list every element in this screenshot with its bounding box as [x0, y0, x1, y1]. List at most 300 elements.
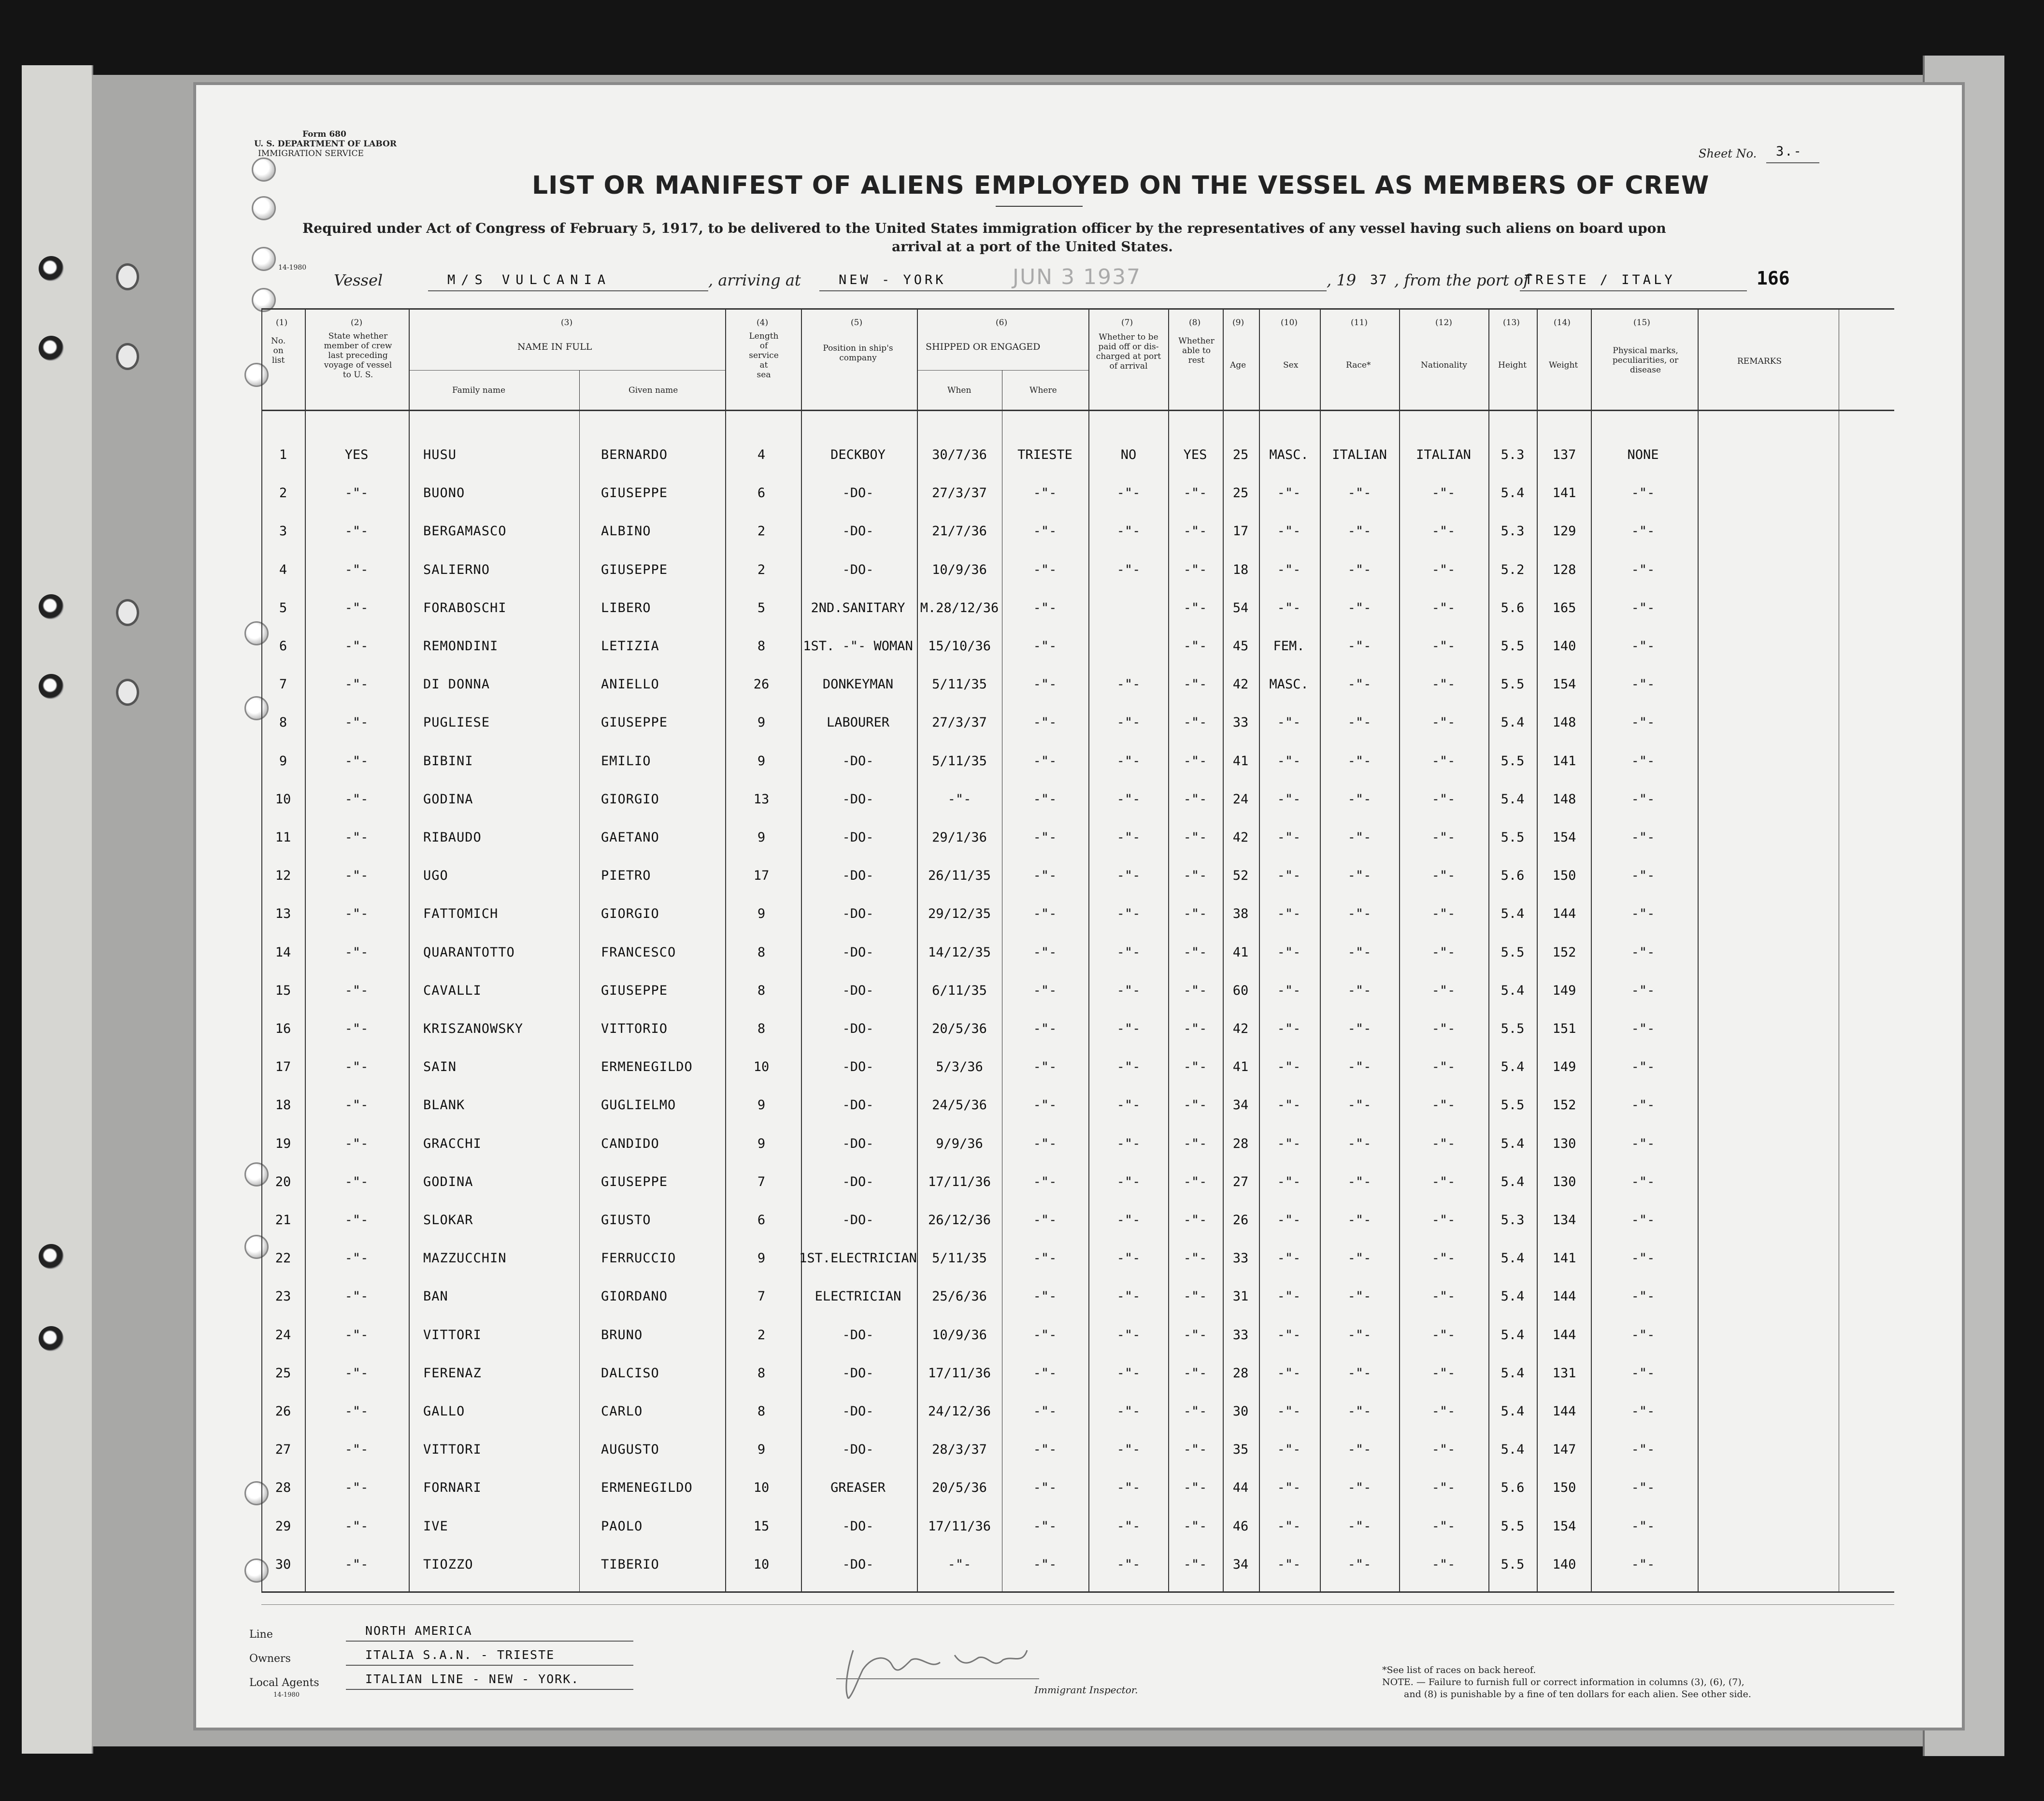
fine-note-1: NOTE. — Failure to furnish full or correct information in columns (3), (6), (7),	[1382, 1677, 1744, 1687]
race-cell: -"-	[1347, 906, 1372, 922]
paid-off-cell: -"-	[1116, 1480, 1141, 1496]
family-name-cell: FORNARI	[423, 1480, 482, 1496]
age-cell: 44	[1232, 1480, 1249, 1496]
arriving-label: , arriving at	[708, 271, 801, 289]
age-cell: 52	[1232, 868, 1249, 884]
column-rule	[1488, 308, 1489, 1592]
shipped-where-cell: -"-	[1033, 1480, 1057, 1496]
given-name-cell: GIUSEPPE	[601, 715, 668, 730]
height-cell: 5.6	[1501, 1480, 1525, 1496]
position-cell: -DO-	[842, 1098, 874, 1113]
able-to-rest-cell: -"-	[1183, 1136, 1207, 1151]
height-cell: 5.5	[1501, 830, 1525, 845]
inspector-underline	[836, 1678, 1039, 1679]
age-cell: 42	[1232, 830, 1249, 845]
sex-cell: -"-	[1277, 1480, 1301, 1496]
column-rule	[801, 308, 802, 1592]
race-cell: ITALIAN	[1332, 447, 1387, 462]
able-to-rest-cell: -"-	[1183, 600, 1207, 615]
shipped-when-cell: 5/11/35	[932, 1251, 987, 1266]
nationality-cell: -"-	[1431, 944, 1456, 960]
race-cell: -"-	[1347, 1327, 1372, 1343]
paid-off-cell: -"-	[1116, 1289, 1141, 1304]
able-to-rest-cell: -"-	[1183, 562, 1207, 577]
weight-cell: 152	[1552, 944, 1576, 960]
weight-cell: 154	[1552, 1518, 1576, 1534]
physical-marks-cell: -"-	[1631, 1251, 1655, 1266]
position-cell: GREASER	[830, 1480, 886, 1496]
weight-cell: 137	[1552, 447, 1576, 462]
able-to-rest-cell: -"-	[1183, 1098, 1207, 1113]
shipped-when-cell: 14/12/35	[928, 944, 991, 960]
shipped-when-cell: 17/11/36	[928, 1174, 991, 1189]
table-header-border	[261, 410, 1894, 411]
given-name-cell: EMILIO	[601, 753, 651, 769]
paid-off-cell: -"-	[1116, 1098, 1141, 1113]
race-cell: -"-	[1347, 1251, 1372, 1266]
length-of-service-cell: 8	[757, 639, 766, 654]
able-to-rest-cell: -"-	[1183, 983, 1207, 998]
department-name: U. S. DEPARTMENT OF LABOR	[254, 139, 397, 149]
shipped-when-cell: 26/12/36	[928, 1213, 991, 1228]
races-note: *See list of races on back hereof.	[1382, 1665, 1536, 1675]
sex-cell: -"-	[1277, 1557, 1301, 1572]
prev-voyage-cell: -"-	[344, 639, 369, 654]
sex-cell: -"-	[1277, 1327, 1301, 1343]
age-cell: 41	[1232, 753, 1249, 769]
col-3-number: (3)	[561, 318, 573, 328]
length-of-service-cell: 10	[753, 1480, 770, 1496]
column-rule	[1168, 308, 1169, 1592]
shipped-where-cell: TRIESTE	[1017, 447, 1072, 462]
shipped-where-cell: -"-	[1033, 486, 1057, 501]
col-6b-header: Where	[1029, 386, 1057, 395]
punch-hole	[244, 1481, 269, 1505]
able-to-rest-cell: -"-	[1183, 753, 1207, 769]
age-cell: 41	[1232, 1059, 1249, 1075]
race-cell: -"-	[1347, 1059, 1372, 1075]
height-cell: 5.5	[1501, 753, 1525, 769]
physical-marks-cell: -"-	[1631, 983, 1655, 998]
shipped-when-cell: 27/3/37	[932, 715, 987, 730]
arrival-port: NEW - YORK	[839, 272, 946, 287]
able-to-rest-cell: -"-	[1183, 1327, 1207, 1343]
given-name-cell: TIBERIO	[601, 1557, 659, 1572]
table-bottom-border	[261, 1591, 1894, 1593]
height-cell: 5.5	[1501, 1098, 1525, 1113]
given-name-cell: BERNARDO	[601, 447, 668, 462]
physical-marks-cell: -"-	[1631, 944, 1655, 960]
col-8-number: (8)	[1189, 318, 1201, 328]
weight-cell: 147	[1552, 1442, 1576, 1458]
weight-cell: 130	[1552, 1136, 1576, 1151]
paid-off-cell: -"-	[1116, 1404, 1141, 1419]
physical-marks-cell: -"-	[1631, 1098, 1655, 1113]
length-of-service-cell: 9	[757, 830, 766, 845]
position-cell: 1ST. -"- WOMAN	[803, 639, 913, 654]
shipped-subheader-rule	[917, 370, 1088, 371]
race-cell: -"-	[1347, 1174, 1372, 1189]
from-port-label: , from the port of	[1394, 271, 1529, 289]
given-name-cell: BRUNO	[601, 1327, 643, 1343]
sex-cell: MASC.	[1269, 447, 1309, 462]
sex-cell: -"-	[1277, 1365, 1301, 1381]
length-of-service-cell: 9	[757, 1442, 766, 1458]
family-name-cell: VITTORI	[423, 1442, 482, 1458]
shipped-when-cell: 24/5/36	[932, 1098, 987, 1113]
race-cell: -"-	[1347, 868, 1372, 884]
shipped-when-cell: 6/11/35	[932, 983, 987, 998]
col-10-header: Sex	[1283, 360, 1299, 370]
given-name-cell: GIUSEPPE	[601, 1174, 668, 1189]
age-cell: 60	[1232, 983, 1249, 998]
weight-cell: 144	[1552, 1327, 1576, 1343]
race-cell: -"-	[1347, 1480, 1372, 1496]
length-of-service-cell: 2	[757, 562, 766, 577]
owners-underline	[346, 1665, 633, 1666]
col-6-number: (6)	[996, 318, 1008, 328]
age-cell: 27	[1232, 1174, 1249, 1189]
height-cell: 5.5	[1501, 677, 1525, 692]
given-name-cell: ERMENEGILDO	[601, 1059, 693, 1075]
race-cell: -"-	[1347, 983, 1372, 998]
weight-cell: 128	[1552, 562, 1576, 577]
length-of-service-cell: 10	[753, 1557, 770, 1572]
family-name-cell: UGO	[423, 868, 448, 884]
column-rule	[1591, 308, 1592, 1592]
given-name-cell: GIORGIO	[601, 906, 659, 922]
col-4-number: (4)	[757, 318, 769, 328]
paid-off-cell: NO	[1120, 447, 1137, 462]
length-of-service-cell: 9	[757, 1251, 766, 1266]
inspector-signature	[834, 1636, 1046, 1708]
able-to-rest-cell: -"-	[1183, 1480, 1207, 1496]
paid-off-cell: -"-	[1116, 1174, 1141, 1189]
given-name-cell: GIUSTO	[601, 1213, 651, 1228]
physical-marks-cell: -"-	[1631, 1404, 1655, 1419]
physical-marks-cell: -"-	[1631, 562, 1655, 577]
paid-off-cell: -"-	[1116, 1059, 1141, 1075]
paid-off-cell: -"-	[1116, 1557, 1141, 1572]
length-of-service-cell: 15	[753, 1518, 770, 1534]
given-name-cell: ERMENEGILDO	[601, 1480, 693, 1496]
shipped-when-cell: 27/3/37	[932, 486, 987, 501]
row-number-cell: 9	[279, 753, 287, 769]
form-code: 14-1980	[278, 264, 307, 272]
row-number-cell: 30	[275, 1557, 291, 1572]
nationality-cell: -"-	[1431, 1136, 1456, 1151]
able-to-rest-cell: -"-	[1183, 830, 1207, 845]
prev-voyage-cell: -"-	[344, 906, 369, 922]
vessel-underline	[428, 290, 708, 291]
physical-marks-cell: -"-	[1631, 639, 1655, 654]
age-cell: 42	[1232, 677, 1249, 692]
name-subheader-rule	[409, 370, 725, 371]
position-cell: -DO-	[842, 1136, 874, 1151]
given-name-cell: GUGLIELMO	[601, 1098, 676, 1113]
height-cell: 5.5	[1501, 1557, 1525, 1572]
sex-cell: MASC.	[1269, 677, 1309, 692]
shipped-when-cell: 21/7/36	[932, 524, 987, 539]
shipped-when-cell: 28/3/37	[932, 1442, 987, 1458]
physical-marks-cell: -"-	[1631, 715, 1655, 730]
able-to-rest-cell: -"-	[1183, 868, 1207, 884]
nationality-cell: -"-	[1431, 562, 1456, 577]
position-cell: -DO-	[842, 791, 874, 807]
position-cell: -DO-	[842, 1365, 874, 1381]
prev-voyage-cell: -"-	[344, 1404, 369, 1419]
row-number-cell: 14	[275, 944, 291, 960]
given-name-cell: PIETRO	[601, 868, 651, 884]
weight-cell: 141	[1552, 486, 1576, 501]
prev-voyage-cell: -"-	[344, 830, 369, 845]
height-cell: 5.6	[1501, 600, 1525, 615]
sex-cell: -"-	[1277, 944, 1301, 960]
physical-marks-cell: -"-	[1631, 1442, 1655, 1458]
shipped-where-cell: -"-	[1033, 1518, 1057, 1534]
length-of-service-cell: 9	[757, 753, 766, 769]
sex-cell: -"-	[1277, 1442, 1301, 1458]
inspector-label: Immigrant Inspector.	[1034, 1684, 1138, 1696]
physical-marks-cell: -"-	[1631, 1174, 1655, 1189]
shipped-where-cell: -"-	[1033, 1289, 1057, 1304]
shipped-where-cell: -"-	[1033, 1557, 1057, 1572]
shipped-where-cell: -"-	[1033, 830, 1057, 845]
departure-port: TRESTE / ITALY	[1525, 272, 1675, 287]
service-name: IMMIGRATION SERVICE	[258, 149, 364, 158]
nationality-cell: -"-	[1431, 1021, 1456, 1036]
weight-cell: 149	[1552, 983, 1576, 998]
family-name-cell: FORABOSCHI	[423, 600, 507, 615]
row-number-cell: 27	[275, 1442, 291, 1458]
prev-voyage-cell: -"-	[344, 562, 369, 577]
height-cell: 5.4	[1501, 1059, 1525, 1075]
height-cell: 5.4	[1501, 906, 1525, 922]
age-cell: 35	[1232, 1442, 1249, 1458]
race-cell: -"-	[1347, 1518, 1372, 1534]
col-10-number: (10)	[1281, 318, 1298, 328]
nationality-cell: -"-	[1431, 1480, 1456, 1496]
position-cell: -DO-	[842, 868, 874, 884]
shipped-where-cell: -"-	[1033, 1098, 1057, 1113]
row-number-cell: 10	[275, 791, 291, 807]
given-name-cell: PAOLO	[601, 1518, 643, 1534]
race-cell: -"-	[1347, 1289, 1372, 1304]
column-rule	[579, 370, 580, 1592]
sex-cell: FEM.	[1273, 639, 1305, 654]
height-cell: 5.4	[1501, 715, 1525, 730]
punch-hole	[252, 196, 276, 220]
row-number-cell: 4	[279, 562, 287, 577]
nationality-cell: -"-	[1431, 1059, 1456, 1075]
race-cell: -"-	[1347, 791, 1372, 807]
binder-hole	[39, 594, 64, 619]
shipped-when-cell: 29/1/36	[932, 830, 987, 845]
row-number-cell: 25	[275, 1365, 291, 1381]
height-cell: 5.4	[1501, 1174, 1525, 1189]
position-cell: 1ST.ELECTRICIAN	[799, 1251, 917, 1266]
col-7-header: Whether to be paid off or dis- charged at port of arrival	[1096, 332, 1161, 371]
weight-cell: 141	[1552, 753, 1576, 769]
col-3a-header: Family name	[452, 386, 506, 395]
physical-marks-cell: -"-	[1631, 830, 1655, 845]
family-name-cell: FATTOMICH	[423, 906, 499, 922]
shipped-when-cell: 20/5/36	[932, 1021, 987, 1036]
shipped-where-cell: -"-	[1033, 600, 1057, 615]
length-of-service-cell: 6	[757, 486, 766, 501]
row-number-cell: 19	[275, 1136, 291, 1151]
position-cell: DONKEYMAN	[822, 677, 894, 692]
given-name-cell: FERRUCCIO	[601, 1251, 676, 1266]
weight-cell: 144	[1552, 1289, 1576, 1304]
paid-off-cell: -"-	[1116, 562, 1141, 577]
shipped-when-cell: 20/5/36	[932, 1480, 987, 1496]
able-to-rest-cell: -"-	[1183, 715, 1207, 730]
weight-cell: 148	[1552, 715, 1576, 730]
nationality-cell: -"-	[1431, 677, 1456, 692]
age-cell: 17	[1232, 524, 1249, 539]
row-number-cell: 11	[275, 830, 291, 845]
sheet-number: 3.-	[1776, 144, 1802, 159]
prev-voyage-cell: -"-	[344, 715, 369, 730]
col-14-number: (14)	[1554, 318, 1571, 328]
nationality-cell: -"-	[1431, 1174, 1456, 1189]
row-number-cell: 22	[275, 1251, 291, 1266]
shipped-where-cell: -"-	[1033, 677, 1057, 692]
shipped-where-cell: -"-	[1033, 639, 1057, 654]
length-of-service-cell: 8	[757, 1365, 766, 1381]
shipped-when-cell: 24/12/36	[928, 1404, 991, 1419]
sex-cell: -"-	[1277, 1021, 1301, 1036]
able-to-rest-cell: -"-	[1183, 1365, 1207, 1381]
paid-off-cell: -"-	[1116, 1021, 1141, 1036]
form-number: Form 680	[302, 129, 346, 139]
column-rule	[1223, 308, 1224, 1592]
position-cell: -DO-	[842, 1213, 874, 1228]
length-of-service-cell: 10	[753, 1059, 770, 1075]
column-rule	[409, 308, 410, 1592]
length-of-service-cell: 8	[757, 983, 766, 998]
age-cell: 28	[1232, 1136, 1249, 1151]
position-cell: -DO-	[842, 830, 874, 845]
race-cell: -"-	[1347, 524, 1372, 539]
col-9-number: (9)	[1232, 318, 1244, 328]
shipped-when-cell: -"-	[947, 791, 972, 807]
family-name-cell: DI DONNA	[423, 677, 490, 692]
family-name-cell: SALIERNO	[423, 562, 490, 577]
race-cell: -"-	[1347, 1365, 1372, 1381]
family-name-cell: PUGLIESE	[423, 715, 490, 730]
nationality-cell: -"-	[1431, 830, 1456, 845]
height-cell: 5.5	[1501, 1518, 1525, 1534]
shipped-when-cell: 10/9/36	[932, 1327, 987, 1343]
prev-voyage-cell: -"-	[344, 1557, 369, 1572]
sex-cell: -"-	[1277, 524, 1301, 539]
age-cell: 25	[1232, 447, 1249, 462]
sex-cell: -"-	[1277, 906, 1301, 922]
departure-underline	[1520, 290, 1747, 291]
position-cell: ELECTRICIAN	[815, 1289, 901, 1304]
binder-hole	[39, 674, 64, 699]
race-cell: -"-	[1347, 1557, 1372, 1572]
family-name-cell: HUSU	[423, 447, 457, 462]
binder-hole	[39, 256, 64, 281]
prev-voyage-cell: -"-	[344, 677, 369, 692]
binder-ring	[116, 263, 139, 290]
binder-hole	[39, 336, 64, 361]
column-rule	[1320, 308, 1321, 1592]
able-to-rest-cell: -"-	[1183, 1174, 1207, 1189]
position-cell: -DO-	[842, 1059, 874, 1075]
family-name-cell: BUONO	[423, 486, 465, 501]
row-number-cell: 20	[275, 1174, 291, 1189]
row-number-cell: 24	[275, 1327, 291, 1343]
physical-marks-cell: -"-	[1631, 1213, 1655, 1228]
height-cell: 5.3	[1501, 1213, 1525, 1228]
col-5-header: Position in ship's company	[823, 343, 893, 363]
nationality-cell: -"-	[1431, 1213, 1456, 1228]
height-cell: 5.3	[1501, 524, 1525, 539]
col-remarks-header: REMARKS	[1737, 357, 1782, 366]
prev-voyage-cell: -"-	[344, 1327, 369, 1343]
punch-hole	[244, 696, 269, 720]
prev-voyage-cell: -"-	[344, 791, 369, 807]
col-4-header: Length of service at sea	[749, 331, 779, 380]
shipped-where-cell: -"-	[1033, 562, 1057, 577]
given-name-cell: GIUSEPPE	[601, 562, 668, 577]
nationality-cell: -"-	[1431, 1365, 1456, 1381]
agents-value: ITALIAN LINE - NEW - YORK.	[365, 1672, 580, 1686]
age-cell: 34	[1232, 1557, 1249, 1572]
sheet-label: Sheet No.	[1699, 147, 1757, 160]
physical-marks-cell: -"-	[1631, 1021, 1655, 1036]
position-cell: -DO-	[842, 1021, 874, 1036]
physical-marks-cell: NONE	[1627, 447, 1659, 462]
able-to-rest-cell: -"-	[1183, 1251, 1207, 1266]
age-cell: 33	[1232, 1251, 1249, 1266]
height-cell: 5.5	[1501, 639, 1525, 654]
nationality-cell: -"-	[1431, 1518, 1456, 1534]
shipped-where-cell: -"-	[1033, 906, 1057, 922]
col-14-header: Weight	[1549, 360, 1578, 370]
given-name-cell: DALCISO	[601, 1365, 659, 1381]
nationality-cell: -"-	[1431, 524, 1456, 539]
age-cell: 42	[1232, 1021, 1249, 1036]
position-cell: -DO-	[842, 562, 874, 577]
row-number-cell: 17	[275, 1059, 291, 1075]
weight-cell: 144	[1552, 906, 1576, 922]
height-cell: 5.2	[1501, 562, 1525, 577]
weight-cell: 140	[1552, 1557, 1576, 1572]
sex-cell: -"-	[1277, 486, 1301, 501]
col-15-header: Physical marks, peculiarities, or disease	[1612, 346, 1679, 375]
position-cell: -DO-	[842, 1518, 874, 1534]
height-cell: 5.5	[1501, 944, 1525, 960]
shipped-when-cell: -"-	[947, 1557, 972, 1572]
nationality-cell: -"-	[1431, 1289, 1456, 1304]
age-cell: 18	[1232, 562, 1249, 577]
row-number-cell: 26	[275, 1404, 291, 1419]
length-of-service-cell: 2	[757, 1327, 766, 1343]
age-cell: 28	[1232, 1365, 1249, 1381]
physical-marks-cell: -"-	[1631, 1480, 1655, 1496]
col-3b-header: Given name	[629, 386, 678, 395]
family-name-cell: BIBINI	[423, 753, 473, 769]
length-of-service-cell: 7	[757, 1174, 766, 1189]
physical-marks-cell: -"-	[1631, 906, 1655, 922]
family-name-cell: CAVALLI	[423, 983, 482, 998]
family-name-cell: RIBAUDO	[423, 830, 482, 845]
